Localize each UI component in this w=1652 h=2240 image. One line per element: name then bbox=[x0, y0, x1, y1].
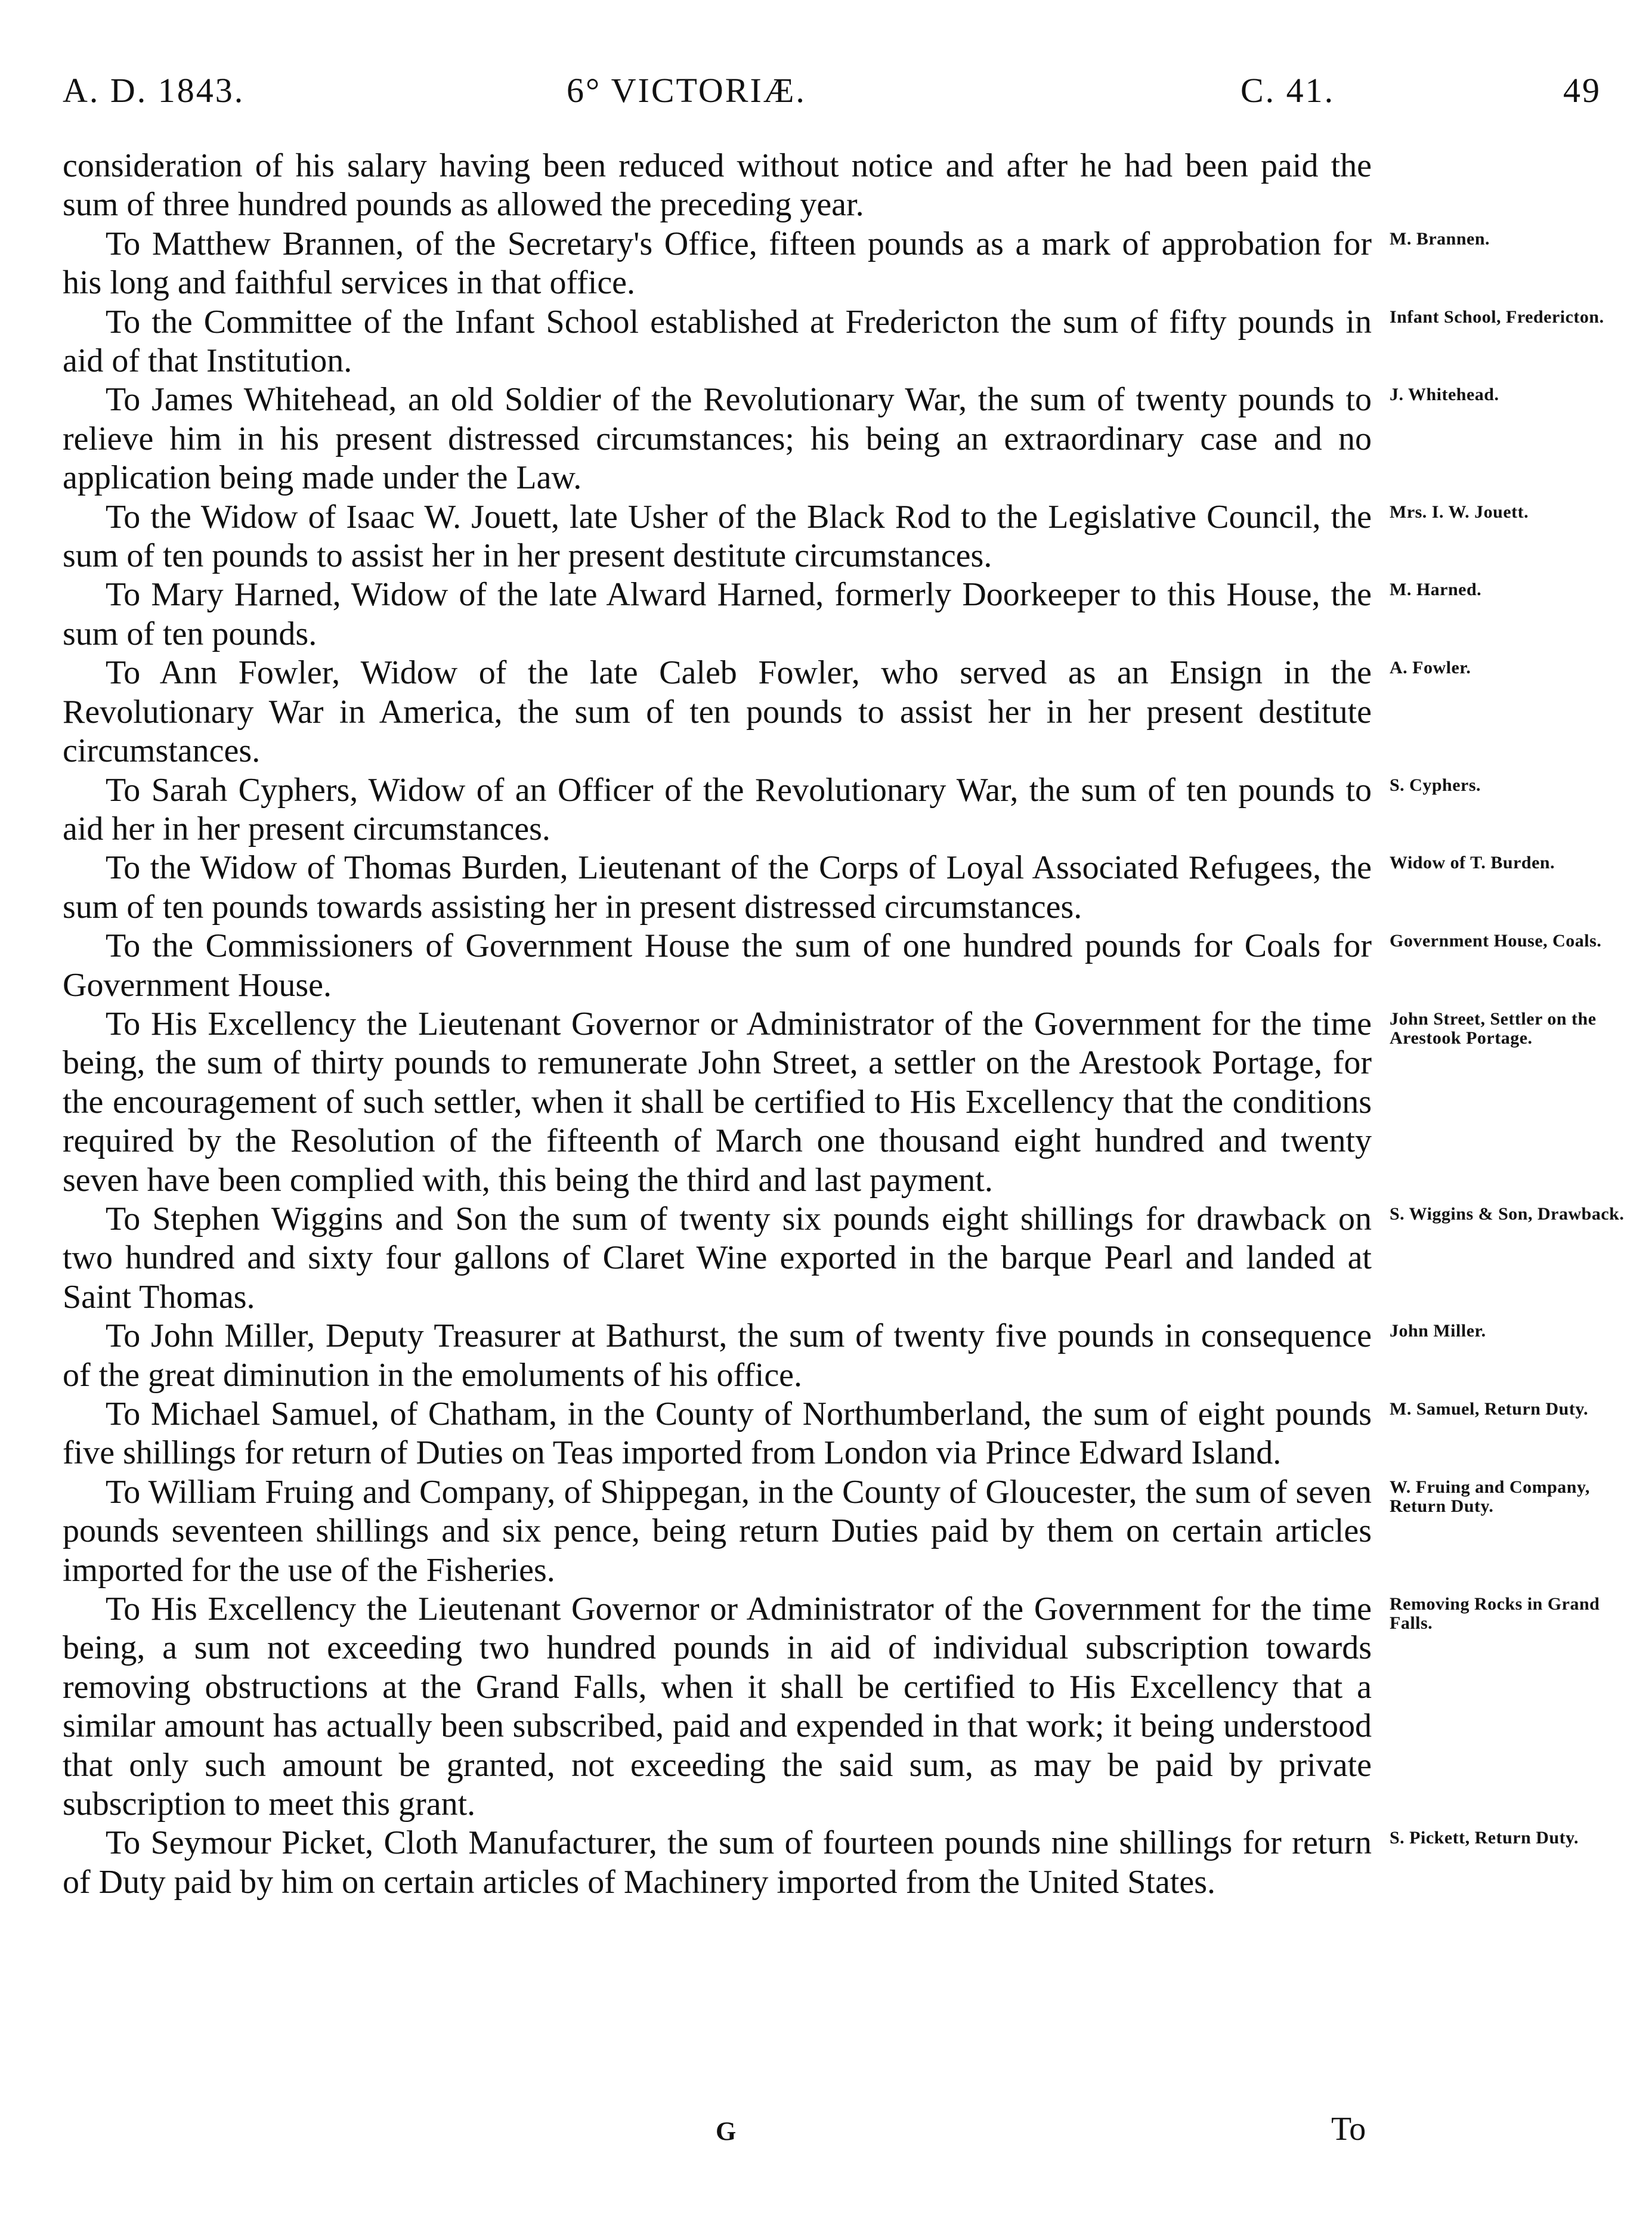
catchword: To bbox=[1331, 2111, 1366, 2148]
marginal-note: Mrs. I. W. Jouett. bbox=[1390, 502, 1529, 522]
marginal-note: A. Fowler. bbox=[1390, 658, 1471, 678]
paragraph-text: To the Commissioners of Government House the sum of one hundred pounds for Coals for Government House. bbox=[63, 927, 1372, 1004]
paragraph-infant-school bbox=[63, 303, 1604, 381]
paragraph-government-house bbox=[63, 927, 1602, 1005]
running-head bbox=[63, 70, 1601, 118]
marginal-note: S. Cyphers. bbox=[1390, 775, 1481, 795]
page-number: 49 bbox=[1563, 71, 1601, 110]
paragraph-brannen bbox=[63, 225, 1490, 303]
marginal-note: Government House, Coals. bbox=[1390, 931, 1602, 951]
marginal-note: M. Samuel, Return Duty. bbox=[1390, 1399, 1589, 1419]
paragraph-text: To Michael Samuel, of Chatham, in the County of Northumberland, the sum of eight pounds five shillings for return of Duties on Teas imported from London via Prince Edward Island. bbox=[63, 1396, 1372, 1472]
paragraph-text: To Ann Fowler, Widow of the late Caleb Fowler, who served as an Ensign in the Revolutionary War in America, the sum of ten pounds to assist her in her present destitute circumstances. bbox=[63, 654, 1372, 770]
paragraph-text: To Sarah Cyphers, Widow of an Officer of the Revolutionary War, the sum of ten pounds to aid her in her present circumstances. bbox=[63, 771, 1372, 847]
marginal-note: Infant School, Fredericton. bbox=[1390, 307, 1604, 327]
marginal-note: S. Pickett, Return Duty. bbox=[1390, 1828, 1579, 1848]
paragraph-pickett bbox=[63, 1824, 1579, 1902]
marginal-note: M. Brannen. bbox=[1390, 228, 1490, 249]
paragraph-continuation bbox=[63, 147, 1372, 225]
marginal-note: M. Harned. bbox=[1390, 580, 1482, 600]
header-year: A. D. 1843. bbox=[63, 71, 245, 110]
header-reign: 6° VICTORIÆ. bbox=[567, 71, 806, 110]
paragraph-text: To Mary Harned, Widow of the late Alward Harned, formerly Doorkeeper to this House, the sum of ten pounds. bbox=[63, 576, 1372, 652]
paragraph-text: To the Widow of Thomas Burden, Lieutenant of the Corps of Loyal Associated Refugees, the sum of ten pounds towards assisting her in present distressed circumstances. bbox=[63, 849, 1372, 926]
signature-mark: G bbox=[716, 2117, 737, 2146]
paragraph-text: To Seymour Picket, Cloth Manufacturer, the sum of fourteen pounds nine shillings for return of Duty paid by him on certain articles of Machinery imported from the United States. bbox=[63, 1824, 1372, 1901]
paragraph-text: consideration of his salary having been reduced without notice and after he had been paid the sum of three hundred pounds as allowed the preceding year. bbox=[63, 147, 1372, 224]
paragraph-jouett bbox=[63, 498, 1529, 576]
paragraph-text: To John Miller, Deputy Treasurer at Bathurst, the sum of twenty five pounds in consequence of the great diminution in the emoluments of his office. bbox=[63, 1317, 1372, 1394]
paragraph-text: To the Committee of the Infant School established at Fredericton the sum of fifty pounds in aid of that Institution. bbox=[63, 303, 1372, 380]
paragraph-grand-falls bbox=[63, 1590, 1600, 1824]
paragraph-text: To His Excellency the Lieutenant Governor or Administrator of the Government for the time being, the sum of thirty pounds to remunerate John Street, a settler on the Arestook Portage, for the encouragement of such settler, when it shall be certified to His Excellency that the conditions required by the Resolution of the fifteenth of March one thousand eight hundred and twenty seven have been complied with, this being the third and last payment. bbox=[63, 1005, 1372, 1199]
paragraph-text: To James Whitehead, an old Soldier of the Revolutionary War, the sum of twenty pounds to relieve him in his present distressed circumstances; his being an extraordinary case and no application being made under the Law. bbox=[63, 381, 1372, 497]
paragraph-text: To His Excellency the Lieutenant Governor or Administrator of the Government for the time being, a sum not exceeding two hundred pounds in aid of individual subscription towards removing obstructions at the Grand Falls, when it shall be certified to His Excellency that a similar amount has actually been subscribed, paid and expended in that work; it being understood that only such amount be granted, not exceeding the said sum, as may be paid by private subscription to meet this grant. bbox=[63, 1591, 1372, 1823]
paragraph-fowler bbox=[63, 654, 1471, 771]
paragraph-text: To Stephen Wiggins and Son the sum of twenty six pounds eight shillings for drawback on two hundred and sixty four gallons of Claret Wine exported in the barque Pearl and landed at Saint Thomas. bbox=[63, 1200, 1372, 1316]
marginal-note: J. Whitehead. bbox=[1390, 385, 1499, 405]
paragraph-text: To the Widow of Isaac W. Jouett, late Usher of the Black Rod to the Legislative Council, the sum of ten pounds to assist her in her present destitute circumstances. bbox=[63, 498, 1372, 575]
paragraph-harned bbox=[63, 576, 1482, 654]
header-chapter: C. 41. bbox=[1240, 71, 1335, 110]
marginal-note: W. Fruing and Company, Return Duty. bbox=[1390, 1477, 1590, 1516]
paragraph-miller bbox=[63, 1317, 1486, 1395]
marginal-note: John Miller. bbox=[1390, 1321, 1486, 1341]
paragraph-wiggins bbox=[63, 1200, 1625, 1317]
paragraph-whitehead bbox=[63, 380, 1499, 497]
statute-body bbox=[63, 147, 1625, 1902]
paragraph-samuel bbox=[63, 1395, 1589, 1473]
marginal-note: S. Wiggins & Son, Drawback. bbox=[1390, 1203, 1625, 1224]
paragraph-burden bbox=[63, 849, 1555, 927]
paragraph-fruing bbox=[63, 1473, 1590, 1590]
paragraph-text: To Matthew Brannen, of the Secretary's Office, fifteen pounds as a mark of approbation for his long and faithful services in that office. bbox=[63, 225, 1372, 302]
marginal-note: Removing Rocks in Grand Falls. bbox=[1390, 1594, 1600, 1633]
paragraph-text: To William Fruing and Company, of Shippegan, in the County of Gloucester, the sum of seven pounds seventeen shillings and six pence, being return Duties paid by them on certain articles imported for the use of the Fisheries. bbox=[63, 1473, 1372, 1589]
marginal-note: John Street, Settler on the Arestook Portage. bbox=[1390, 1008, 1597, 1048]
paragraph-cyphers bbox=[63, 771, 1481, 849]
marginal-note: Widow of T. Burden. bbox=[1390, 853, 1555, 873]
paragraph-john-street bbox=[63, 1005, 1597, 1200]
